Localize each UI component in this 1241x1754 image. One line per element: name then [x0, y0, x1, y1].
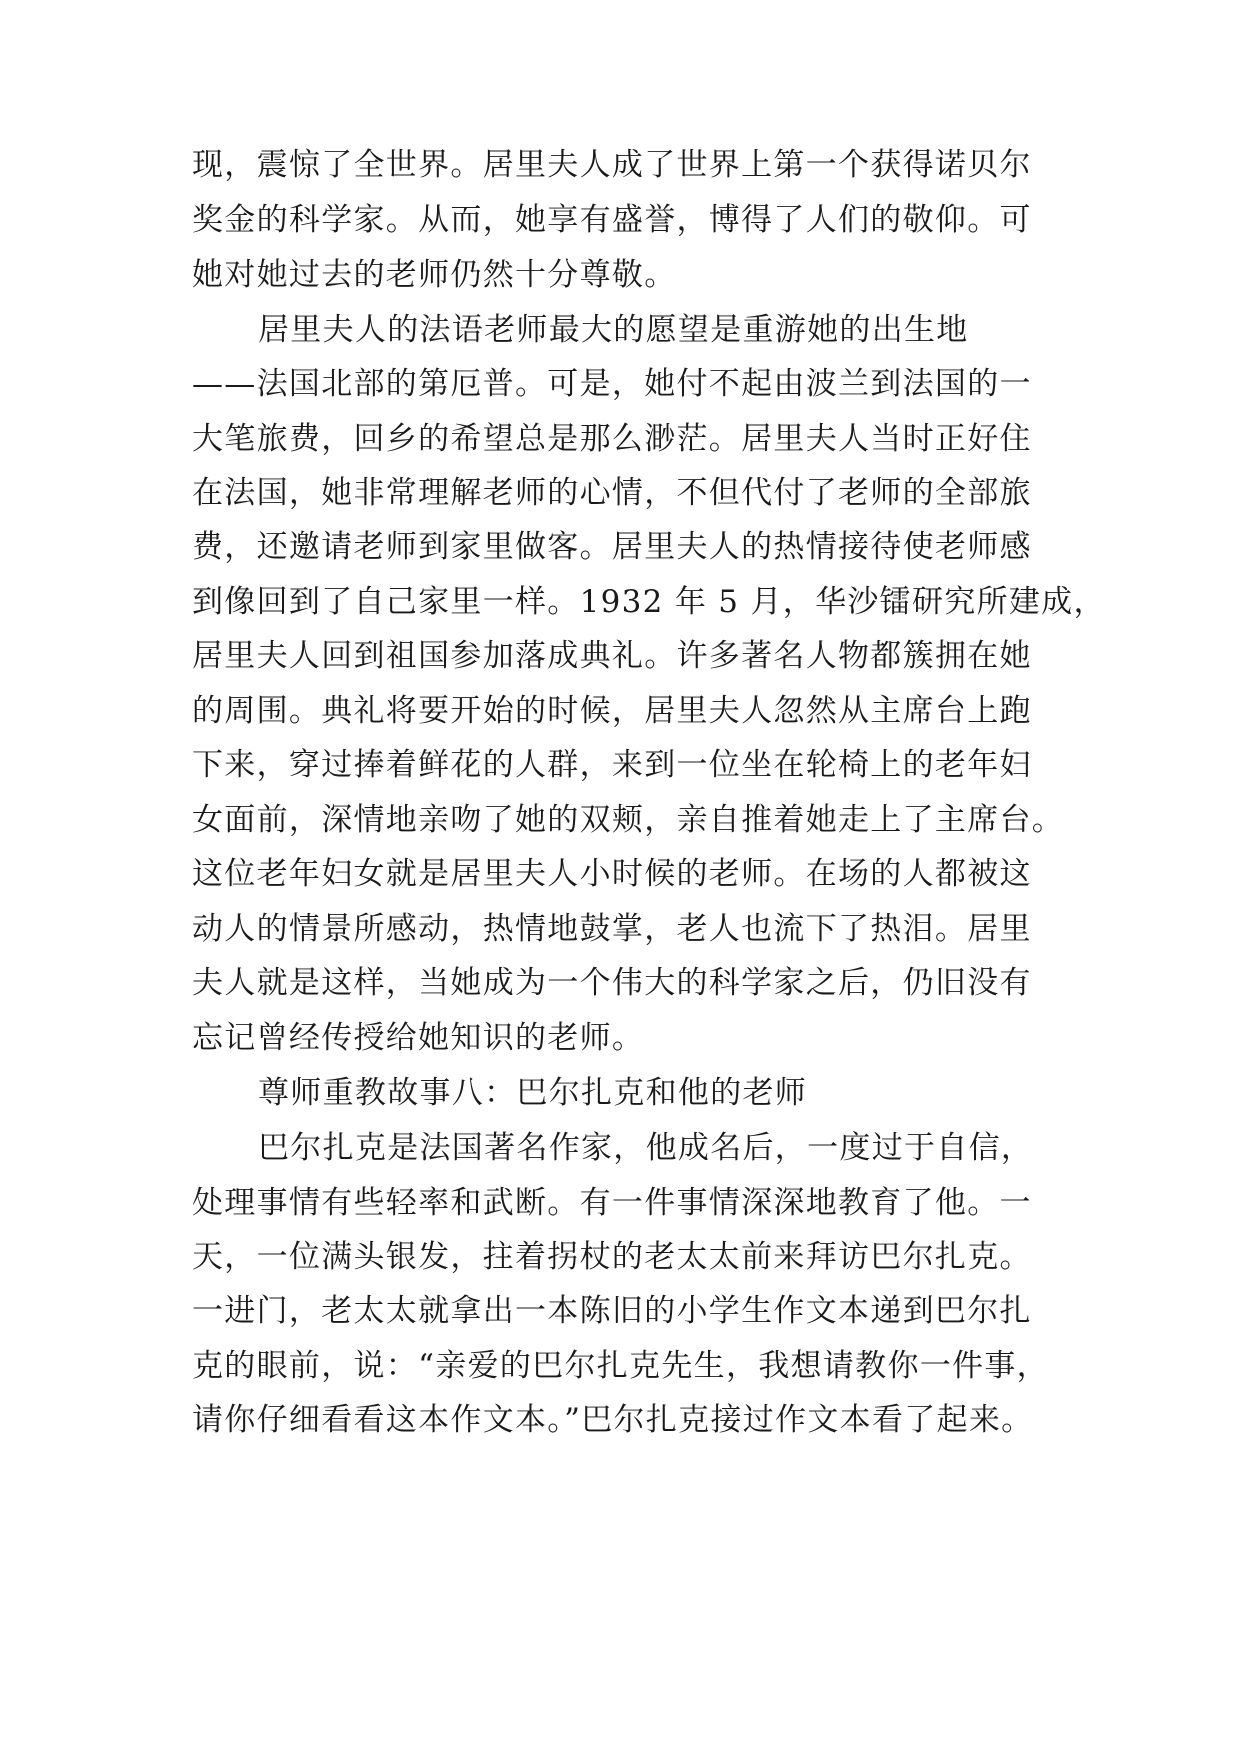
text-line: 克的眼前，说：“亲爱的巴尔扎克先生，我想请教你一件事， — [192, 1348, 1049, 1384]
text-line: 夫人就是这样，当她成为一个伟大的科学家之后，仍旧没有 — [192, 965, 1032, 1001]
text-line: 一进门，老太太就拿出一本陈旧的小学生作文本递到巴尔扎 — [192, 1293, 1032, 1329]
text-line: 请你仔细看看这本作文本。”巴尔扎克接过作文本看了起来。 — [192, 1402, 1034, 1438]
text-line: 她对她过去的老师仍然十分尊敬。 — [192, 257, 677, 293]
text-line: 现，震惊了全世界。居里夫人成了世界上第一个获得诺贝尔 — [192, 147, 1032, 183]
text-line: ——法国北部的第厄普。可是，她付不起由波兰到法国的一 — [192, 366, 1032, 402]
text-line: 处理事情有些轻率和武断。有一件事情深深地教育了他。一 — [192, 1185, 1032, 1221]
section-heading: 尊师重教故事八：巴尔扎克和他的老师 — [258, 1075, 808, 1111]
text-line: 在法国，她非常理解老师的心情，不但代付了老师的全部旅 — [192, 475, 1032, 511]
text-line: 忘记曾经传授给她知识的老师。 — [192, 1020, 645, 1056]
text-line: 到像回到了自己家里一样。1932 年 5 月，华沙镭研究所建成， — [192, 584, 1106, 620]
text-line: 动人的情景所感动，热情地鼓掌，老人也流下了热泪。居里 — [192, 911, 1032, 947]
text-line: 这位老年妇女就是居里夫人小时候的老师。在场的人都被这 — [192, 856, 1032, 892]
text-line: 大笔旅费，回乡的希望总是那么渺茫。居里夫人当时正好住 — [192, 421, 1032, 457]
paragraph-first-line: 巴尔扎克是法国著名作家，他成名后，一度过于自信， — [258, 1130, 1034, 1166]
text-line: 天，一位满头银发，拄着拐杖的老太太前来拜访巴尔扎克。 — [192, 1239, 1032, 1275]
text-line: 的周围。典礼将要开始的时候，居里夫人忽然从主席台上跑 — [192, 693, 1032, 729]
text-line: 费，还邀请老师到家里做客。居里夫人的热情接待使老师感 — [192, 529, 1032, 565]
text-line: 居里夫人回到祖国参加落成典礼。许多著名人物都簇拥在她 — [192, 638, 1032, 674]
paragraph-first-line: 居里夫人的法语老师最大的愿望是重游她的出生地 — [258, 312, 969, 348]
text-line: 下来，穿过捧着鲜花的人群，来到一位坐在轮椅上的老年妇 — [192, 747, 1032, 783]
text-line: 女面前，深情地亲吻了她的双颊，亲自推着她走上了主席台。 — [192, 802, 1065, 838]
text-line: 奖金的科学家。从而，她享有盛誉，博得了人们的敬仰。可 — [192, 202, 1032, 238]
